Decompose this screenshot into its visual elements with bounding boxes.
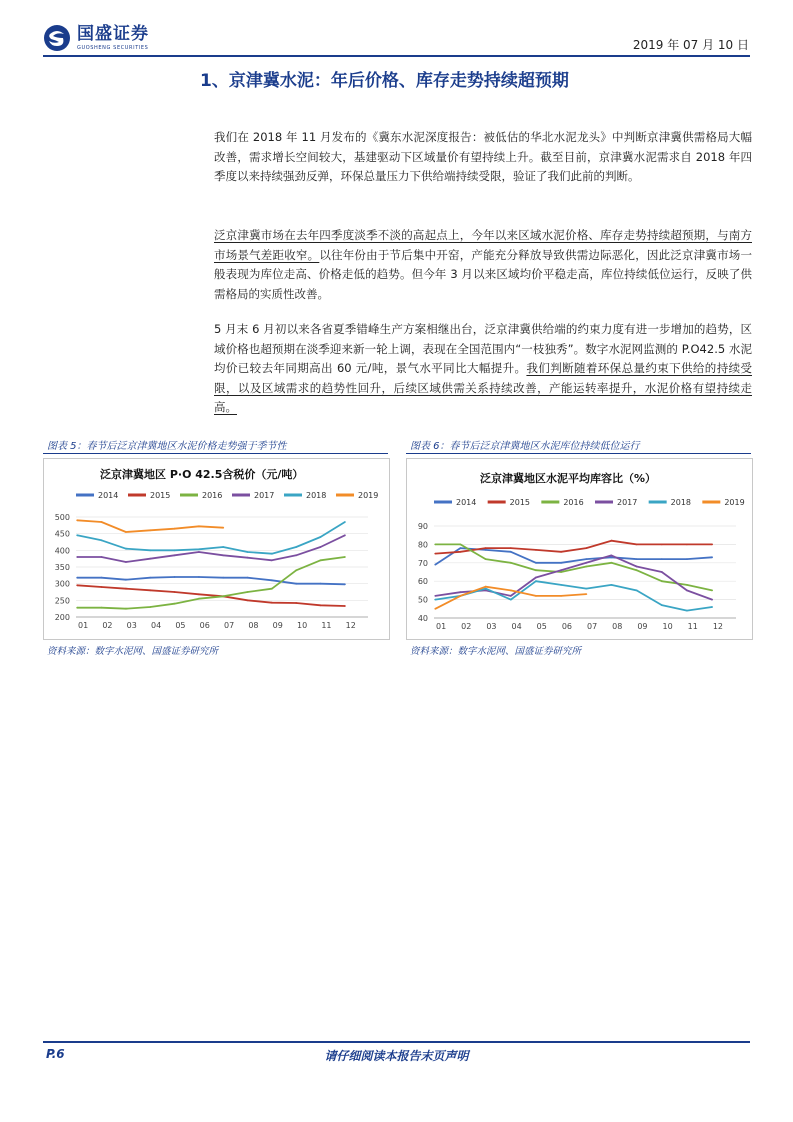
data-point-2014	[510, 551, 512, 553]
data-point-2014	[149, 577, 151, 579]
paragraph-3-highlight: 我们判断随着环保总量约束下供给的持续受限，以及区域需求的趋势性回升，后续区域供需关系持续改善，产能运转率提升，水泥价格有望持续走高。	[214, 361, 752, 414]
paragraph-2	[214, 226, 752, 304]
data-point-2016	[247, 591, 249, 593]
data-point-2019	[585, 593, 587, 595]
legend-label-2017: 2017	[617, 498, 638, 507]
y-tick-label: 50	[417, 595, 428, 605]
data-point-2019	[460, 595, 462, 597]
data-point-2017	[101, 556, 103, 558]
data-point-2015	[535, 549, 537, 551]
data-point-2019	[485, 586, 487, 588]
report-date: 2019 年 07 月 10 日	[632, 38, 749, 52]
data-point-2017	[125, 561, 127, 563]
data-point-2015	[434, 553, 436, 555]
data-point-2016	[101, 607, 103, 609]
data-point-2015	[125, 588, 127, 590]
x-tick-label: 09	[272, 621, 283, 630]
y-tick-label: 60	[417, 577, 428, 587]
legend-label-2016: 2016	[563, 498, 584, 507]
data-point-2018	[149, 549, 151, 551]
data-point-2018	[434, 599, 436, 601]
data-point-2016	[76, 607, 78, 609]
data-point-2019	[434, 608, 436, 610]
data-point-2018	[344, 521, 346, 523]
data-point-2014	[535, 562, 537, 564]
paragraph-1: 我们在 2018 年 11 月发布的《冀东水泥深度报告：被低估的华北水泥龙头》中判断京津冀供需格局大幅改善，需求增长空间较大，基建驱动下区域量价有望持续上升。截至目前，京津冀水泥需求自 2018 年四季度以来持续强劲反弹，环保总量压力下供给端持续受限，验证了我们此前的判断。	[214, 130, 752, 183]
data-point-2018	[295, 546, 297, 548]
data-point-2018	[76, 534, 78, 536]
data-point-2015	[271, 602, 273, 604]
data-point-2015	[611, 540, 613, 542]
data-point-2017	[611, 555, 613, 557]
inventory-line-chart	[406, 486, 751, 638]
data-point-2016	[611, 562, 613, 564]
data-point-2017	[247, 557, 249, 559]
data-point-2014	[198, 576, 200, 578]
data-point-2015	[711, 544, 713, 546]
series-line-2015	[435, 541, 712, 554]
data-point-2018	[585, 588, 587, 590]
data-point-2017	[295, 554, 297, 556]
y-tick-label: 400	[54, 546, 70, 556]
data-point-2019	[222, 527, 224, 529]
data-point-2016	[125, 608, 127, 610]
data-point-2018	[198, 548, 200, 550]
data-point-2015	[585, 547, 587, 549]
data-point-2014	[247, 577, 249, 579]
brand-name-en: GUOSHENG SECURITIES	[77, 45, 149, 51]
data-point-2016	[271, 588, 273, 590]
data-point-2015	[101, 586, 103, 588]
data-point-2014	[485, 549, 487, 551]
data-point-2016	[344, 556, 346, 558]
data-point-2015	[198, 593, 200, 595]
data-point-2016	[222, 595, 224, 597]
x-tick-label: 01	[78, 621, 89, 630]
x-tick-label: 04	[511, 622, 522, 631]
data-point-2015	[636, 544, 638, 546]
data-point-2019	[125, 531, 127, 533]
x-tick-label: 02	[102, 621, 113, 630]
data-point-2015	[344, 605, 346, 607]
figure-5-rule	[43, 453, 388, 454]
paragraph-2-body: 以往年份由于节后集中开窑，产能充分释放导致供需边际恶化，因此泛京津冀市场一般表现为库位走高、价格走低的趋势。但今年 3 月以来区域均价平稳走高，库位持续低位运行，反映了供需格局的实质性改善。	[214, 247, 753, 301]
data-point-2014	[460, 547, 462, 549]
brand-logo	[43, 24, 149, 52]
header-divider	[43, 55, 750, 57]
data-point-2019	[198, 525, 200, 527]
data-point-2019	[76, 519, 78, 521]
brand-name: 国盛证券	[77, 24, 149, 44]
data-point-2018	[271, 553, 273, 555]
data-point-2016	[686, 584, 688, 586]
x-tick-label: 05	[175, 621, 186, 630]
data-point-2015	[560, 551, 562, 553]
data-point-2015	[149, 589, 151, 591]
data-point-2018	[636, 590, 638, 592]
figure-6-caption: 图表 6：春节后泛京津冀地区水泥库位持续低位运行	[410, 441, 640, 452]
data-point-2014	[271, 579, 273, 581]
x-tick-label: 08	[612, 622, 623, 631]
series-line-2017	[435, 555, 712, 599]
data-point-2017	[320, 546, 322, 548]
chart-2-title: 泛京津冀地区水泥平均库容比（%）	[480, 472, 657, 485]
data-point-2017	[174, 554, 176, 556]
chart-1-title: 泛京津冀地区 P·O 42.5含税价（元/吨）	[100, 468, 304, 481]
data-point-2015	[661, 544, 663, 546]
data-point-2017	[460, 591, 462, 593]
y-tick-label: 500	[54, 513, 70, 522]
data-point-2017	[686, 590, 688, 592]
data-point-2014	[636, 558, 638, 560]
section-title: 1、京津冀水泥：年后价格、库存走势持续超预期	[200, 71, 569, 91]
data-point-2019	[510, 590, 512, 592]
y-tick-label: 40	[417, 614, 428, 623]
data-point-2014	[174, 576, 176, 578]
data-point-2016	[174, 603, 176, 605]
y-tick-label: 300	[54, 579, 70, 589]
data-point-2014	[560, 562, 562, 564]
data-point-2018	[711, 606, 713, 608]
data-point-2014	[585, 558, 587, 560]
x-tick-label: 10	[297, 621, 308, 630]
data-point-2016	[585, 566, 587, 568]
legend-label-2017: 2017	[254, 491, 275, 500]
data-point-2019	[174, 528, 176, 530]
data-point-2017	[434, 595, 436, 597]
x-tick-label: 03	[126, 621, 137, 630]
series-line-2015	[77, 585, 345, 606]
figure-6-rule	[406, 453, 751, 454]
legend-label-2014: 2014	[98, 491, 119, 500]
x-tick-label: 05	[536, 622, 547, 631]
data-point-2014	[101, 577, 103, 579]
legend-label-2014: 2014	[456, 498, 477, 507]
figure-5-source: 资料来源：数字水泥网、国盛证券研究所	[47, 646, 219, 657]
data-point-2015	[174, 591, 176, 593]
data-point-2014	[434, 564, 436, 566]
data-point-2018	[485, 588, 487, 590]
data-point-2016	[636, 569, 638, 571]
data-point-2018	[125, 548, 127, 550]
legend-label-2015: 2015	[150, 491, 171, 500]
data-point-2018	[510, 599, 512, 601]
paragraph-3-body: 5 月末 6 月初以来各省夏季错峰生产方案相继出台，泛京津冀供给端的约束力度有进一步增加的趋势，区域价格也超预期在淡季迎来新一轮上调，表现在全国范围内“一枝独秀”。数字水泥网监测的 P.O42.5 水泥均价已较去年同期高出 60 元/吨，景气水平同比大幅提升。	[214, 322, 752, 375]
data-point-2014	[686, 558, 688, 560]
x-tick-label: 12	[345, 621, 356, 630]
data-point-2016	[460, 544, 462, 546]
legend-label-2019: 2019	[358, 491, 379, 500]
price-line-chart	[43, 480, 388, 638]
legend-label-2018: 2018	[306, 491, 327, 500]
data-point-2016	[149, 606, 151, 608]
footer-divider	[43, 1041, 750, 1043]
data-point-2016	[434, 544, 436, 546]
data-point-2014	[344, 583, 346, 585]
data-point-2019	[535, 595, 537, 597]
data-point-2015	[76, 584, 78, 586]
data-point-2014	[320, 583, 322, 585]
data-point-2018	[222, 546, 224, 548]
data-point-2016	[661, 580, 663, 582]
figure-5-caption: 图表 5：春节后泛京津冀地区水泥价格走势强于季节性	[47, 441, 287, 452]
data-point-2014	[661, 558, 663, 560]
data-point-2014	[222, 577, 224, 579]
x-tick-label: 09	[637, 622, 648, 631]
data-point-2019	[149, 529, 151, 531]
data-point-2015	[460, 551, 462, 553]
x-tick-label: 02	[461, 622, 472, 631]
data-point-2016	[510, 562, 512, 564]
data-point-2015	[510, 547, 512, 549]
series-line-2014	[77, 577, 345, 584]
data-point-2016	[560, 571, 562, 573]
data-point-2017	[560, 569, 562, 571]
x-tick-label: 07	[224, 621, 235, 630]
x-tick-label: 01	[436, 622, 447, 631]
x-tick-label: 06	[199, 621, 210, 630]
x-tick-label: 04	[151, 621, 162, 630]
data-point-2015	[247, 599, 249, 601]
data-point-2018	[611, 584, 613, 586]
legend-label-2018: 2018	[670, 498, 692, 507]
data-point-2018	[101, 539, 103, 541]
data-point-2017	[222, 554, 224, 556]
x-tick-label: 11	[687, 622, 698, 631]
data-point-2016	[711, 590, 713, 592]
footer-disclaimer: 请仔细阅读本报告末页声明	[324, 1049, 469, 1063]
data-point-2015	[320, 604, 322, 606]
data-point-2017	[661, 571, 663, 573]
y-tick-label: 350	[54, 563, 70, 572]
y-tick-label: 250	[54, 596, 70, 606]
data-point-2016	[198, 598, 200, 600]
paragraph-3	[214, 320, 752, 418]
x-tick-label: 08	[248, 621, 259, 630]
data-point-2018	[174, 549, 176, 551]
page-number: P.6	[46, 1047, 65, 1061]
data-point-2019	[101, 521, 103, 523]
figure-6-source: 资料来源：数字水泥网、国盛证券研究所	[410, 646, 582, 657]
x-tick-label: 03	[486, 622, 497, 631]
data-point-2018	[560, 584, 562, 586]
data-point-2017	[585, 562, 587, 564]
data-point-2017	[636, 566, 638, 568]
data-point-2017	[344, 534, 346, 536]
x-tick-label: 11	[321, 621, 332, 630]
y-tick-label: 450	[54, 529, 70, 539]
legend-label-2015: 2015	[509, 498, 531, 507]
y-tick-label: 90	[417, 522, 428, 531]
data-point-2017	[271, 559, 273, 561]
data-point-2017	[149, 558, 151, 560]
data-point-2018	[686, 610, 688, 612]
y-tick-label: 200	[54, 613, 70, 622]
y-tick-label: 80	[417, 540, 428, 550]
data-point-2014	[125, 579, 127, 581]
data-point-2015	[485, 547, 487, 549]
x-tick-label: 07	[587, 622, 598, 631]
data-point-2017	[510, 595, 512, 597]
data-point-2015	[295, 602, 297, 604]
data-point-2014	[611, 556, 613, 558]
data-point-2014	[76, 577, 78, 579]
data-point-2018	[661, 604, 663, 606]
data-point-2016	[320, 559, 322, 561]
data-point-2015	[686, 544, 688, 546]
logo-icon	[43, 24, 71, 52]
data-point-2014	[711, 556, 713, 558]
data-point-2016	[485, 558, 487, 560]
data-point-2014	[295, 583, 297, 585]
legend-label-2019: 2019	[724, 498, 745, 507]
legend-label-2016: 2016	[202, 491, 223, 500]
data-point-2018	[320, 536, 322, 538]
paragraph-2-highlight: 泛京津冀市场在去年四季度淡季不淡的高起点上，今年以来区域水泥价格、库存走势持续超预期，与南方市场景气差距收窄。	[214, 228, 752, 262]
data-point-2017	[76, 556, 78, 558]
x-tick-label: 12	[712, 622, 724, 631]
y-tick-label: 70	[417, 558, 428, 568]
data-point-2018	[535, 580, 537, 582]
data-point-2017	[535, 577, 537, 579]
data-point-2019	[560, 595, 562, 597]
data-point-2017	[198, 551, 200, 553]
data-point-2016	[535, 569, 537, 571]
data-point-2017	[711, 599, 713, 601]
data-point-2018	[247, 551, 249, 553]
x-tick-label: 06	[561, 622, 573, 631]
x-tick-label: 10	[662, 622, 673, 631]
data-point-2016	[295, 569, 297, 571]
